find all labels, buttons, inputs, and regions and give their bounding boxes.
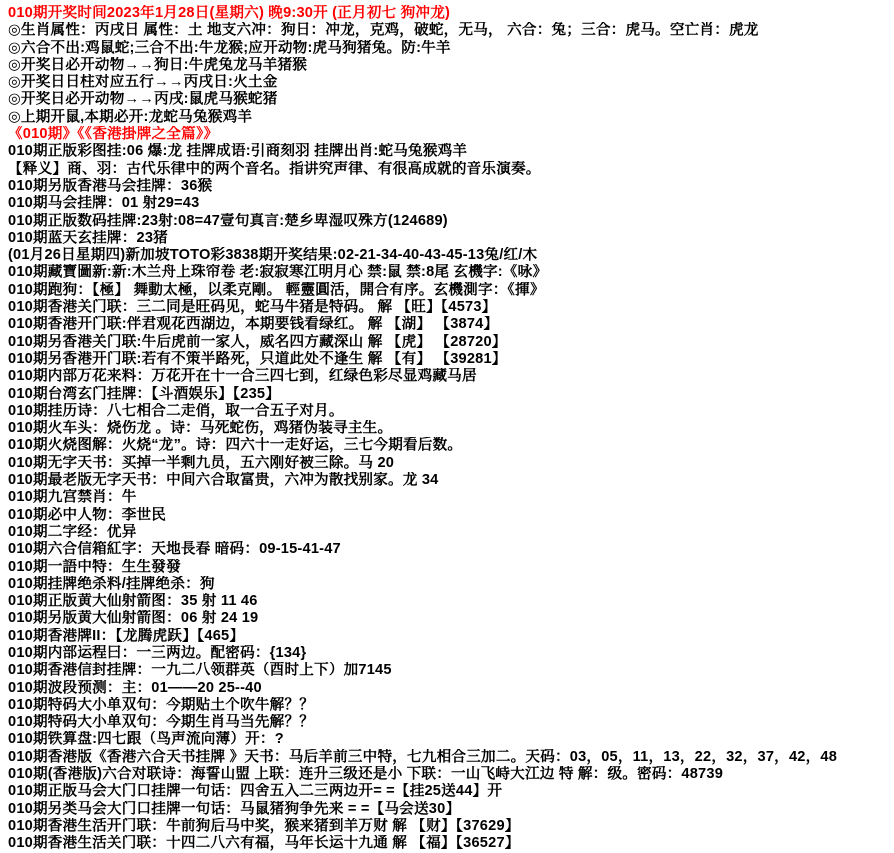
text-line: 010期香港开门联:伴君观花西湖边，本期要钱看绿红。 解 【湖】 【3874】 xyxy=(8,316,499,333)
text-line: ◎六合不出:鸡鼠蛇;三合不出:牛龙猴;应开动物:虎马狗猪兔。防:牛羊 xyxy=(8,39,451,56)
text-line: 010期藏寶圖新:新:木兰舟上珠帘卷 老:寂寂寒江明月心 禁:鼠 禁:8尾 玄機字:《咏》 xyxy=(8,264,548,281)
text-line: 【释义】商、羽：古代乐律中的两个音名。指讲究声律、有很高成就的音乐演奏。 xyxy=(8,160,541,177)
text-line: 010期另版黄大仙射箭图：06 射 24 19 xyxy=(8,610,259,627)
text-line: ◎上期开鼠,本期必开:龙蛇马兔猴鸡羊 xyxy=(8,108,253,125)
text-line: 010期另版香港马会挂牌：36猴 xyxy=(8,177,213,194)
text-line: 010期最老版无字天书：中间六合取富贵，六冲为散找别家。龙 34 xyxy=(8,472,439,489)
text-line: 010期另香港关门联:牛后虎前一家人，威名四方藏深山 解 【虎】 【28720】 xyxy=(8,333,507,350)
text-line: 010期九宫禁肖：牛 xyxy=(8,489,137,506)
text-line: 010期正版马会大门口挂牌一句话：四舍五入二三两边开= =【挂25送44】开 xyxy=(8,783,503,800)
text-line: 010期无字天书：买掉一半剩九员，五六刚好被三除。马 20 xyxy=(8,454,395,471)
text-line: 010期火烧图解：火烧“龙”。诗：四六十一走好运，三七今期看后数。 xyxy=(8,437,463,454)
text-line: 010期另香港开门联:若有不策半路死，只道此处不逢生 解 【有】 【39281】 xyxy=(8,350,507,367)
text-line: 010期火车头：烧伤龙 。诗：马死蛇伤，鸡猪伪装寻主生。 xyxy=(8,420,393,437)
text-line: 010期铁算盘:四七跟（鸟声流向薄）开：? xyxy=(8,731,284,748)
text-line: ◎开奖日必开动物→→狗日:牛虎兔龙马羊猪猴 xyxy=(8,56,308,73)
text-line: 010期香港信封挂牌：一九二八领群英（酉时上下）加7145 xyxy=(8,662,392,679)
text-line: 010期香港版《香港六合天书挂牌 》天书：马后羊前三中特，七九相合三加二。天码：03，05，11，13，22，32，37，42，48 xyxy=(8,748,838,765)
text-line: 010期正版数码挂牌:23射:08=47壹句真言:楚乡卑湿叹殊方(124689) xyxy=(8,212,448,229)
text-line: 010期波段预测：主：01——20 25--40 xyxy=(8,679,262,696)
text-lines-container xyxy=(8,5,888,853)
text-line: 010期正版彩图挂:06 爆:龙 挂牌成语:引商刻羽 挂牌出肖:蛇马兔猴鸡羊 xyxy=(8,143,468,160)
text-line: 010期特码大小单双句：今期生肖马当先解？？ xyxy=(8,714,315,731)
text-line: 010期正版黄大仙射箭图：35 射 11 46 xyxy=(8,593,258,610)
text-line: 010期内部万花来料：万花开在十一合三四七到，红绿色彩尽显鸡藏马居 xyxy=(8,368,477,385)
text-line: 010期特码大小单双句：今期贴土个吹牛解？？ xyxy=(8,696,315,713)
text-line: 010期香港牌II：【龙腾虎跃】【465】 xyxy=(8,627,245,644)
text-line: (01月26日星期四)新加坡TOTO彩3838期开奖结果:02-21-34-40-43-45-13兔/红/木 xyxy=(8,247,538,264)
text-line: 010期挂历诗：八七相合二走俏，取一合五子对月。 xyxy=(8,402,344,419)
text-line: 010期内部运程曰：一三两边。配密码：{134} xyxy=(8,644,307,661)
text-line: ◎生肖属性：丙戌日 属性：土 地支六冲：狗日：冲龙，克鸡，破蛇，无马， 六合：兔；三合：虎马。空亡肖：虎龙 xyxy=(8,22,759,39)
section-title: 《010期》《《香港掛牌之全篇》》 xyxy=(8,126,219,143)
text-line: ◎开奖日必开动物→→丙戌:鼠虎马猴蛇猪 xyxy=(8,91,278,108)
text-line: 010期(香港版)六合对联诗：海誓山盟 上联：连升三级还是小 下联：一山飞峙大江边 特 解：级。密码：48739 xyxy=(8,766,724,783)
text-line: 010期香港关门联：三二同是旺码见，蛇马牛猪是特码。 解 【旺】【4573】 xyxy=(8,299,497,316)
text-line: 010期六合信箱紅字：天地長春 暗码：09-15-41-47 xyxy=(8,541,341,558)
text-line: 010期必中人物：李世民 xyxy=(8,506,167,523)
text-line: 010期另类马会大门口挂牌一句话：马鼠猪狗争先来 = =【马会送30】 xyxy=(8,800,461,817)
text-line: 010期一語中特：生生發發 xyxy=(8,558,181,575)
draw-time-header: 010期开奖时间2023年1月28日(星期六) 晚9:30开 (正月初七 狗冲龙) xyxy=(8,5,451,21)
text-line: 010期跑狗：【極】 舞動太極，以柔克剛。 輕靈圓活，開合有序。玄機測字：《揮》 xyxy=(8,281,545,298)
text-line: 010期马会挂牌：01 射29=43 xyxy=(8,195,200,212)
text-line: ◎开奖日日柱对应五行→→丙戌日:火土金 xyxy=(8,74,278,91)
text-line: 010期香港生活开门联：牛前狗后马中奖，猴来猪到羊万财 解 【财】【37629】 xyxy=(8,817,520,834)
text-line: 010期台湾玄门挂牌：【斗酒娱乐】【235】 xyxy=(8,385,280,402)
text-line: 010期二字经：优异 xyxy=(8,523,137,540)
text-line: 010期香港生活关门联：十四二八六有福，马年长运十九通 解 【福】【36527】 xyxy=(8,835,520,852)
text-line: 010期挂牌绝杀料/挂牌绝杀：狗 xyxy=(8,575,215,592)
text-line: 010期蓝天玄挂牌：23猪 xyxy=(8,229,168,246)
